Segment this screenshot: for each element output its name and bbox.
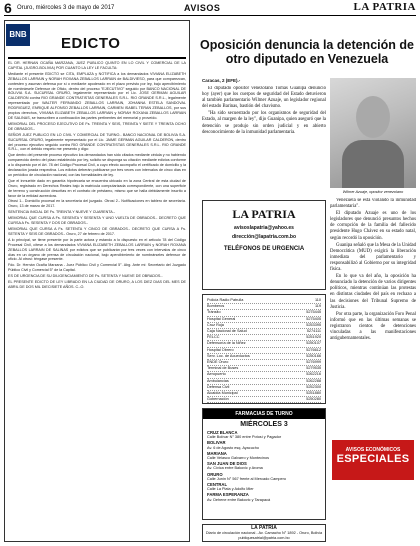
phone-label: Policía Radio Patrulla — [207, 298, 244, 302]
pharmacy-address: Calle Bolívar N° 380 entre Potosí y Pagador — [207, 435, 282, 440]
article-col-2 — [330, 198, 416, 542]
ad-line-1: AVISOS ECONÓMICOS — [345, 447, 401, 453]
article-paragraph: El diputado Azuaje es uno de los legisladores que denunció presuntos hechos de corrupción de la familia del fallecido presidente Hugo Chávez en su estado natal, según recordó la oposición. — [330, 211, 416, 241]
page-number: 6 — [4, 0, 12, 16]
contact-name: LA PATRIA — [232, 207, 296, 221]
phone-number[interactable]: 119 — [314, 304, 321, 309]
pharmacy-list — [203, 430, 325, 503]
phone-label: Alcaldía Municipal — [207, 391, 238, 396]
phone-label: Gobernación — [207, 397, 229, 402]
classified-ad[interactable] — [332, 440, 414, 480]
phone-label: Serv. Loc. de Acueductos — [207, 353, 250, 358]
article-paragraph: Venezuela se está violando la inmunidad parlamentaria". — [330, 198, 416, 210]
edicto-paragraph: SENTENCIA INICIAL DE Fs. TREINTA Y NUEVE Y CUARENTA.- — [8, 210, 115, 215]
footer-box — [202, 524, 326, 542]
pharmacy-address: Av. 6 de Agosto esq. Ayacucho — [207, 445, 259, 450]
edicto-paragraph: ES DE URGENCIA DE SU DILIGENCIAMIENTO DE Fs. SETENTA Y NUEVE DE OBRADOS.- — [8, 274, 163, 279]
edicto-body — [8, 61, 186, 291]
phone-label: Hospital Obrero — [207, 347, 234, 352]
phone-label: Bomberos — [207, 304, 225, 309]
edicto-paragraph: MEMORIAL QUE CURSA A Fs. SETENTA Y CINCO DE OBRADOS.- DECRETO QUE CURSA A Fs. SETENTA Y SEIS DE OBRADOS.- Oruro, 27 de febrero de 2017. — [8, 227, 186, 236]
photo-face — [356, 96, 390, 138]
phone-number[interactable]: 5250166 — [306, 353, 321, 358]
phone-label: Aeropuerto — [207, 372, 226, 377]
pharmacy-name: ORURO — [207, 471, 223, 477]
edicto-paragraph: A lo principal, se tiene presente por la parte actora y estando a lo dispuesto en el artículo 78 del Código Procesal Civil, cítese a los demandados VIVIANA ELIZABETH ZEBALLOS LARRAIN y NORAH ROXANA ZEBALLOS LARRAIN DE SALINAS por edictos que se publicarán por tres veces con intervalos de cinco días en un órgano de prensa de circulación nacional, bajo apercibimiento de nombrárseles defensor de oficio. Al otrosí: téngase presente. — [8, 237, 186, 262]
phone-label: Caja Nacional de Salud — [207, 329, 247, 334]
pharmacy-item — [207, 430, 321, 440]
pharmacy-name: CRUZ BLANCA — [207, 430, 238, 435]
edicto-notice — [4, 20, 190, 542]
phone-label: Cruz Roja — [207, 322, 224, 327]
photo-caption: Wilmer Azuaje, opositor venezolano — [342, 190, 404, 194]
phone-label: ENDE Oruro — [207, 360, 229, 365]
phone-number[interactable]: 5262288 — [306, 378, 321, 383]
pharmacy-name: CENTRAL — [207, 482, 228, 488]
pharmacy-heading: FARMACIAS DE TURNO — [203, 409, 325, 419]
phone-label: FELCC — [207, 335, 220, 340]
article-paragraph: "Ha sido secuestrado por los organismos de seguridad del Estado, al margen de la ley", dijo Guanipa, quien aseguró que la detención se produjo sin orden judicial y en abierto desconocimiento de la inmunidad parlamentaria. — [202, 111, 326, 135]
bank-logo: BNB — [6, 24, 30, 46]
phone-label: Terminal de Buses — [207, 366, 239, 371]
pharmacy-name: MARIANA — [207, 450, 227, 456]
edicto-paragraph: MEMORIAL QUE CURSA A Fs. SESENTA Y SESENTA Y UNO VUELTA DE OBRADOS.- DECRETO QUE CURSA A Fs. SESENTA Y DOS DE OBRADOS.- — [8, 216, 186, 226]
phone-number[interactable]: 110 — [314, 298, 321, 302]
phone-number[interactable]: 5251880 — [306, 391, 321, 396]
phone-number[interactable]: 5279535 — [306, 366, 321, 371]
phone-label: Hospital General — [207, 316, 236, 321]
edicto-paragraph: SEÑOR JUEZ PUBLICO EN LO CIVIL Y COMERCIAL DE TURNO.- BANCO NACIONAL DE BOLIVIA S.A. SUCURSAL ORURO, legalmente representado por el Lic. JAIME GERMAN AGUILAR CALDERON, dentro del proceso ejecutivo seguido contra RIO GRANDE CONTRATISTAS GENERALES S.R.L. RIO GRANDE S.R.L., con el debido respeto me presento y digo: — [8, 132, 186, 152]
phone-number[interactable]: 5276612 — [306, 347, 321, 352]
pharmacy-item — [207, 472, 321, 482]
edicto-paragraph: Mediante el presente EDICTO se CITA, EMPLAZA y NOTIFICA a los demandados VIVIANA ELIZABETH ZEBALLOS LARRAIN y NORAH ROXANA ZEBALLOS LARRAIN de BALDIVIESO, para que comparezcan, contesten y asuman defensa por sí o mediante apoderado en el plazo previsto por ley, bajo apercibimiento de nombrársele Defensor de Oficio, dentro del proceso "EJECUTIVO" seguido por BANCO NACIONAL DE BOLIVIA S.A. SUCURSAL ORURO, legalmente representado por el Lic. JOSE GERMAN AGUILAR CALDERON contra RIO GRANDE CONTRATISTAS GENERALES S.R.L. RIO GRANDE S.R.L., legalmente representada por WALTER FERNANDO ZEBALLOS LARRAIN, JOHANNA ESTELA SANDOVAL RODRIGUEZ, ENRIQUE ALFONSO ZEBALLOS LARRAIN, CARMEN ISABEL TERAN ZEBALLOS, por sus propios derechos, VIVIANA ELIZABETH ZEBALLOS LARRAIN y NORAH ROXANA ZEBALLOS LARRAIN DE SALINAS, se transcriben a continuación las partes pertinentes del memorial y proveído. — [8, 71, 186, 120]
pharmacy-address: Calle Velasco Galvarro y Montecinos — [207, 456, 270, 461]
photo-body — [342, 140, 404, 188]
phone-number[interactable]: 5262216 — [306, 372, 321, 377]
news-column — [198, 20, 416, 542]
page-date: Oruro, miércoles 3 de mayo de 2017 — [17, 5, 115, 11]
phone-number[interactable]: 5251920 — [306, 335, 321, 340]
edicto-paragraph: MEMORIAL DEL PROCESO EJECUTIVO DE Fs. TREINTA Y SEIS, TREINTA Y SIETE Y TREINTA OCHO DE OBRADOS.- — [8, 121, 186, 131]
article-paragraph: El diputado opositor venezolano Tomás Guanipa denunció hoy (ayer) que los cuerpos de seguridad del Estado detuvieron al también parlamentario Wilmer Azuaje, un legislador regional del estado Barinas, bastión del chavismo. — [202, 86, 326, 110]
edicto-title: EDICTO — [61, 35, 121, 52]
phone-number[interactable]: 5250280 — [306, 397, 321, 402]
article-byline: Caracas, 2 (EFE).- — [202, 78, 241, 83]
page-header — [4, 2, 416, 16]
edicto-paragraph: Que el inmueble dado en garantía hipotecaria se encuentra ubicado en la zona Central de esta ciudad de Oruro, registrado en Derechos Reales bajo la matrícula computarizada correspondiente, con una superficie de terreno y construcción descritas en el contrato de préstamo, mismo que se halla debidamente inscrito a favor de la entidad acreedora. — [8, 178, 186, 198]
contact-email-2[interactable]: dirección@lapatria.com.bo — [231, 234, 297, 240]
edicto-paragraph: Que dentro del presente proceso ejecutivo los demandados han sido citados mediante cédula y no habiendo comparecido dentro del plazo establecido por ley, solicito se disponga su citación mediante edictos conforme a lo dispuesto por el Art. 78 del Código Procesal Civil, a cuyo efecto acompaño el certificado de domicilio y la declaración jurada respectiva. Los edictos deberán publicarse por tres veces con intervalos de cinco días en un periódico de circulación nacional, con las formalidades de ley. — [8, 153, 186, 177]
pharmacy-address: Calle La Plata y Adolfo Mier — [207, 487, 254, 492]
phone-number[interactable]: 5275445 — [306, 310, 321, 315]
footer-email[interactable]: publiquesatrial@patria.com.bo — [238, 536, 290, 540]
phone-number[interactable]: 5274111 — [306, 329, 321, 334]
pharmacy-item — [207, 492, 321, 502]
phone-label: Defensa Civil — [207, 384, 230, 389]
contact-email-1[interactable]: avisoslapatria@yahoo.es — [234, 225, 294, 231]
phone-number[interactable]: 5276999 — [306, 360, 321, 365]
pharmacy-name: BOLIVAR — [207, 440, 226, 446]
footer-name: LA PATRIA — [251, 525, 277, 531]
edicto-paragraph: EL DR. HERNAN OCAÑA MARZANA, JUEZ PUBLICO QUINTO EN LO CIVIL Y COMERCIAL DE LA CAPITAL (JUGRO-BOLIVIA) POR CUANTO LA LEY LE FACULTA: — [8, 61, 186, 70]
pharmacy-item — [207, 440, 321, 450]
pharmacy-item — [207, 461, 321, 471]
contact-box — [202, 200, 326, 290]
pharmacy-item — [207, 451, 321, 461]
phone-label: Ambulancias — [207, 378, 229, 383]
section-title: AVISOS — [184, 3, 221, 13]
phone-label: Tránsito — [207, 310, 221, 315]
phones-title: TELÉFONOS DE URGENCIA — [223, 246, 305, 252]
ad-line-2: ESPECIALES — [336, 453, 410, 465]
article-photo — [330, 78, 416, 188]
pharmacy-name: FARMA ESPERANZA — [207, 492, 249, 498]
pharmacy-address: Calle Junín N° 567 frente al Mercado Campero — [207, 476, 286, 481]
pharmacy-item — [207, 482, 321, 492]
article-paragraph: En lo que va del año, la oposición ha denunciado la detención de varios dirigentes políticos, mientras continúan las protestas en distintas ciudades del país en rechazo a las decisiones del Tribunal Supremo de Justicia. — [330, 274, 416, 310]
emergency-phones — [202, 294, 326, 404]
edicto-paragraph: EL PRESENTE EDICTO DE LEY LIBRADO EN LA CIUDAD DE ORURO, A LOS DIEZ DIAS DEL MES DE ABRIL DE DOS MIL DIECISIETE AÑOS. C.-O. — [8, 280, 186, 289]
phone-number[interactable]: 5275405 — [306, 316, 321, 321]
edicto-paragraph: Fdo. Dr. Hernán Ocaña Marzana - Juez Público Civil y Comercial 5°. Abg. Ante mí: Secretario del Juzgado Público Civil y Comercial 5° de la Capital. — [8, 263, 186, 273]
pharmacy-day: MIÉRCOLES 3 — [240, 421, 288, 428]
pharmacy-address: Av. Cívica entre Bakovic y Aroma — [207, 466, 263, 471]
phone-row — [207, 397, 321, 403]
article-paragraph: Guanipa señaló que la Mesa de la Unidad Democrática (MUD) exigirá la liberación inmediata del parlamentario y responsabilizó al Gobierno por su integridad física. — [330, 242, 416, 273]
phone-number[interactable]: 5252300 — [306, 384, 321, 389]
article-col-1 — [202, 86, 326, 194]
edicto-paragraph: Otrosí 1.- Domicilio procesal en la secretaría del juzgado. Otrosí 2.- Notificaciones en tablero de secretaría. Oruro, 13 de marzo de 2017. — [8, 199, 186, 209]
phone-number[interactable]: 5250107 — [306, 341, 321, 346]
phone-label: Defensoría de la Niñez — [207, 341, 246, 346]
article-paragraph: Por otra parte, la organización Foro Penal informó que en las últimas semanas se registraron cientos de detenciones vinculadas a las manifestaciones antigubernamentales. — [330, 311, 416, 342]
phone-number[interactable]: 5253395 — [306, 322, 321, 327]
title-rule — [8, 57, 186, 59]
pharmacy-address: Av. Dehene entre Bakovic y Tarapacá — [207, 497, 271, 502]
footer-text: Diario de circulación nacional - Av. Camacho N° 1892 - Oruro, Bolivia — [205, 531, 323, 535]
pharmacy-box — [202, 408, 326, 520]
article-headline: Oposición denuncia la detención de otro diputado en Venezuela — [200, 38, 414, 66]
pharmacy-name: SAN JUAN DE DIOS — [207, 461, 247, 467]
masthead: LA PATRIA — [353, 1, 416, 13]
